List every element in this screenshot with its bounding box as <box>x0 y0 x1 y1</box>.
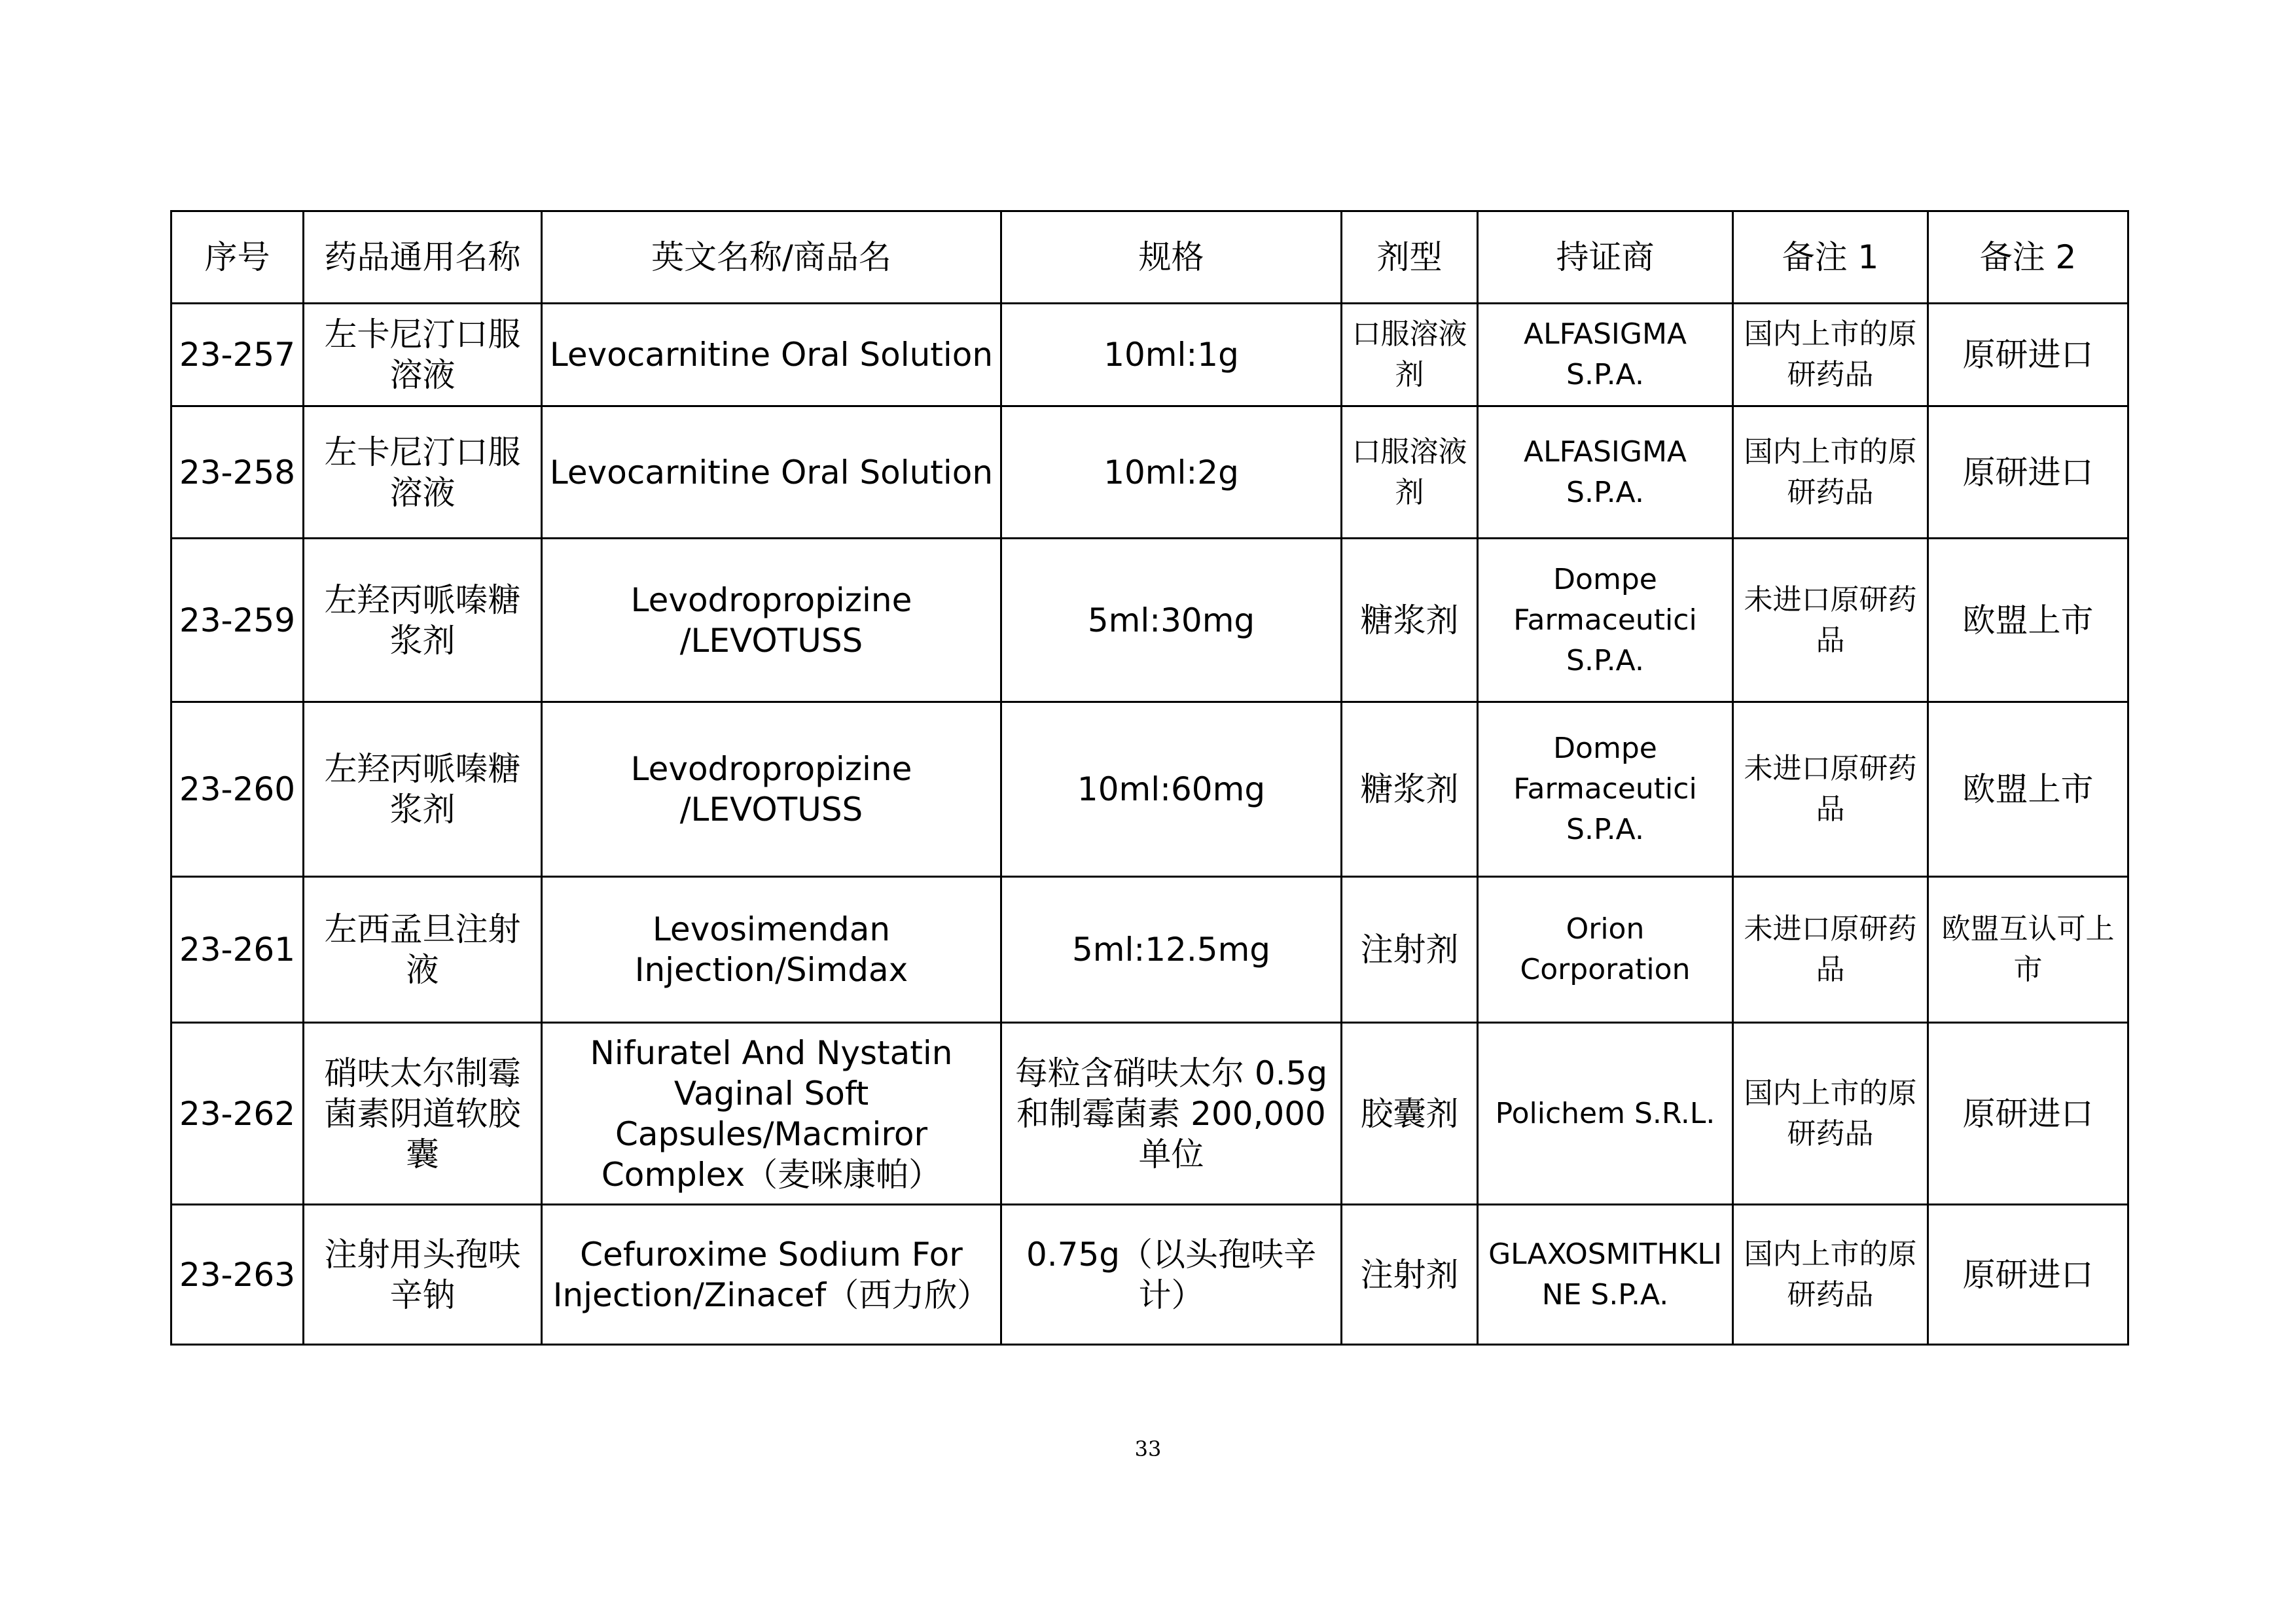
generic-name-cell: 硝呋太尔制霉菌素阴道软胶囊 <box>304 1023 542 1205</box>
note1-cell: 国内上市的原研药品 <box>1733 406 1928 539</box>
header-cell: 药品通用名称 <box>304 211 542 304</box>
table-row <box>171 1023 2128 1205</box>
english-name-cell: Levodropropizine /LEVOTUSS <box>542 539 1001 702</box>
generic-name-cell: 左卡尼汀口服溶液 <box>304 406 542 539</box>
english-name-cell: Levosimendan Injection/Simdax <box>542 877 1001 1023</box>
dosage-form-cell: 糖浆剂 <box>1342 539 1478 702</box>
table-row <box>171 702 2128 877</box>
dosage-form-cell: 口服溶液剂 <box>1342 304 1478 406</box>
note1-cell: 国内上市的原研药品 <box>1733 1023 1928 1205</box>
dosage-form-cell: 口服溶液剂 <box>1342 406 1478 539</box>
generic-name-cell: 注射用头孢呋辛钠 <box>304 1205 542 1345</box>
table-row <box>171 877 2128 1023</box>
table-row <box>171 1205 2128 1345</box>
license-holder-cell: Dompe Farmaceutici S.P.A. <box>1478 702 1733 877</box>
header-cell: 备注 1 <box>1733 211 1928 304</box>
note2-cell: 原研进口 <box>1928 304 2128 406</box>
generic-name-cell: 左西孟旦注射液 <box>304 877 542 1023</box>
table-row <box>171 406 2128 539</box>
note2-cell: 欧盟互认可上市 <box>1928 877 2128 1023</box>
serial-number-cell: 23-257 <box>171 304 304 406</box>
serial-number-cell: 23-259 <box>171 539 304 702</box>
license-holder-cell: GLAXOSMITHKLINE S.P.A. <box>1478 1205 1733 1345</box>
license-holder-cell: ALFASIGMA S.P.A. <box>1478 406 1733 539</box>
header-cell: 持证商 <box>1478 211 1733 304</box>
license-holder-cell: Polichem S.R.L. <box>1478 1023 1733 1205</box>
serial-number-cell: 23-262 <box>171 1023 304 1205</box>
note1-cell: 国内上市的原研药品 <box>1733 304 1928 406</box>
generic-name-cell: 左卡尼汀口服溶液 <box>304 304 542 406</box>
specification-cell: 10ml:2g <box>1001 406 1342 539</box>
header-cell: 英文名称/商品名 <box>542 211 1001 304</box>
note1-cell: 国内上市的原研药品 <box>1733 1205 1928 1345</box>
specification-cell: 10ml:60mg <box>1001 702 1342 877</box>
specification-cell: 10ml:1g <box>1001 304 1342 406</box>
dosage-form-cell: 注射剂 <box>1342 1205 1478 1345</box>
dosage-form-cell: 胶囊剂 <box>1342 1023 1478 1205</box>
serial-number-cell: 23-263 <box>171 1205 304 1345</box>
english-name-cell: Levocarnitine Oral Solution <box>542 406 1001 539</box>
drug-list-table <box>170 210 2129 1346</box>
english-name-cell: Levodropropizine /LEVOTUSS <box>542 702 1001 877</box>
table-row <box>171 304 2128 406</box>
english-name-cell: Nifuratel And Nystatin Vaginal Soft Capsules/Macmiror Complex（麦咪康帕） <box>542 1023 1001 1205</box>
table-header-row <box>171 211 2128 304</box>
dosage-form-cell: 糖浆剂 <box>1342 702 1478 877</box>
serial-number-cell: 23-260 <box>171 702 304 877</box>
note1-cell: 未进口原研药品 <box>1733 702 1928 877</box>
note2-cell: 原研进口 <box>1928 1023 2128 1205</box>
dosage-form-cell: 注射剂 <box>1342 877 1478 1023</box>
english-name-cell: Levocarnitine Oral Solution <box>542 304 1001 406</box>
license-holder-cell: ALFASIGMA S.P.A. <box>1478 304 1733 406</box>
header-cell: 备注 2 <box>1928 211 2128 304</box>
english-name-cell: Cefuroxime Sodium For Injection/Zinacef（西力欣） <box>542 1205 1001 1345</box>
specification-cell: 5ml:12.5mg <box>1001 877 1342 1023</box>
note2-cell: 欧盟上市 <box>1928 539 2128 702</box>
header-cell: 规格 <box>1001 211 1342 304</box>
header-cell: 剂型 <box>1342 211 1478 304</box>
note1-cell: 未进口原研药品 <box>1733 877 1928 1023</box>
serial-number-cell: 23-258 <box>171 406 304 539</box>
page-number: 33 <box>1134 1436 1162 1461</box>
generic-name-cell: 左羟丙哌嗪糖浆剂 <box>304 702 542 877</box>
serial-number-cell: 23-261 <box>171 877 304 1023</box>
note2-cell: 原研进口 <box>1928 406 2128 539</box>
specification-cell: 每粒含硝呋太尔 0.5g 和制霉菌素 200,000 单位 <box>1001 1023 1342 1205</box>
license-holder-cell: Dompe Farmaceutici S.P.A. <box>1478 539 1733 702</box>
note1-cell: 未进口原研药品 <box>1733 539 1928 702</box>
note2-cell: 原研进口 <box>1928 1205 2128 1345</box>
table-row <box>171 539 2128 702</box>
header-cell: 序号 <box>171 211 304 304</box>
specification-cell: 5ml:30mg <box>1001 539 1342 702</box>
specification-cell: 0.75g（以头孢呋辛计） <box>1001 1205 1342 1345</box>
license-holder-cell: Orion Corporation <box>1478 877 1733 1023</box>
note2-cell: 欧盟上市 <box>1928 702 2128 877</box>
generic-name-cell: 左羟丙哌嗪糖浆剂 <box>304 539 542 702</box>
